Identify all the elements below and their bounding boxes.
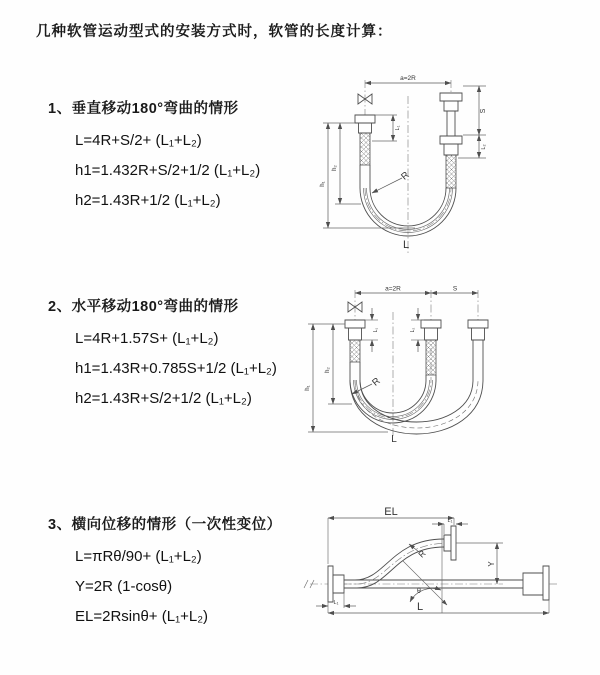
- left-flange-fitting: [328, 566, 344, 602]
- section-2-formulas: [75, 324, 318, 414]
- formula-h1: h1=1.432R+S/2+1/2 (L₁+L₂): [75, 162, 261, 179]
- dimension-l2: [410, 308, 424, 352]
- dim-l1-top-label: L₁: [447, 518, 453, 524]
- label-r: R: [399, 169, 412, 183]
- diagram-horizontal-180-bend: [298, 280, 593, 460]
- section-1-formulas: [75, 126, 318, 216]
- formula-el: EL=2Rsinθ+ (L₁+L₂): [75, 608, 209, 625]
- formula-l: L=4R+1.57S+ (L₁+L₂): [75, 330, 219, 347]
- section-2: [48, 295, 318, 414]
- dimension-l1-left: [316, 593, 356, 608]
- section-3-heading: 3、横向位移的情形（一次性变位）: [48, 517, 282, 533]
- dimension-l1-top: [432, 518, 468, 613]
- label-l: L: [402, 239, 410, 251]
- page-title: 几种软管运动型式的安装方式时，软管的长度计算：: [36, 24, 393, 40]
- label-l: L: [391, 434, 397, 445]
- right-flange-fitting: [523, 566, 558, 600]
- dim-h2-label: h₂: [332, 165, 338, 171]
- diagram-vertical-180-bend: [303, 66, 588, 271]
- dimension-l1: [362, 308, 379, 352]
- s-curve-hose: [344, 539, 450, 588]
- dimension-el: [328, 506, 454, 564]
- diagram-lateral-displacement: [298, 496, 598, 644]
- dim-l-label: L: [416, 601, 424, 613]
- dimension-l1: [372, 115, 401, 141]
- left-flange-fitting: [345, 320, 365, 362]
- dim-h2-label: h₂: [325, 367, 331, 373]
- dimension-a-2r: [365, 75, 451, 83]
- dim-l2-label: L₂: [410, 327, 416, 333]
- dim-a-label: a=2R: [385, 285, 401, 293]
- right-flange-fitting: [440, 93, 462, 188]
- section-3-formulas: [75, 542, 318, 632]
- formula-y: Y=2R (1-cosθ): [75, 578, 173, 595]
- dim-s-label: S: [480, 108, 487, 114]
- section-2-heading: 2、水平移动180°弯曲的情形: [48, 299, 239, 315]
- section-1-heading: 1、垂直移动180°弯曲的情形: [48, 101, 239, 117]
- section-1: [48, 97, 318, 216]
- dim-h1-label: h₁: [320, 181, 326, 187]
- dim-y-label: Y: [487, 561, 496, 567]
- formula-l: L=πRθ/90+ (L₁+L₂): [75, 548, 202, 565]
- dim-l2-label: L₂: [481, 144, 487, 150]
- label-theta: θ: [417, 588, 421, 595]
- dimension-y: [487, 543, 497, 584]
- dim-el-label: EL: [384, 506, 398, 518]
- formula-h2: h2=1.43R+1/2 (L₁+L₂): [75, 192, 221, 209]
- left-flange-fitting: [355, 115, 375, 165]
- formula-h2: h2=1.43R+S/2+1/2 (L₁+L₂): [75, 390, 252, 407]
- dimension-s: [431, 286, 478, 294]
- middle-flange-fitting: [421, 320, 441, 375]
- upper-flange-fitting: [444, 526, 503, 560]
- label-r: R: [370, 375, 383, 389]
- dim-l1-label: L₁: [373, 327, 379, 333]
- label-r: R: [416, 548, 428, 560]
- dimension-a-2r: [355, 286, 431, 294]
- section-3: [48, 513, 318, 632]
- right-flange-fitting: [468, 320, 488, 340]
- u-hose-shifted: [350, 340, 483, 434]
- formula-h1: h1=1.43R+0.785S+1/2 (L₁+L₂): [75, 360, 277, 377]
- dim-a-label: a=2R: [400, 75, 416, 82]
- angle-theta: [403, 561, 447, 605]
- radius-leader: [372, 170, 412, 193]
- dim-s-label: S: [452, 285, 458, 293]
- formula-l: L=4R+S/2+ (L₁+L₂): [75, 132, 202, 149]
- dimension-l: [328, 600, 549, 613]
- dim-l1-label: L₁: [395, 125, 401, 131]
- dim-l1-left-label: L₁: [333, 600, 339, 606]
- dim-h1-label: h₁: [305, 385, 311, 391]
